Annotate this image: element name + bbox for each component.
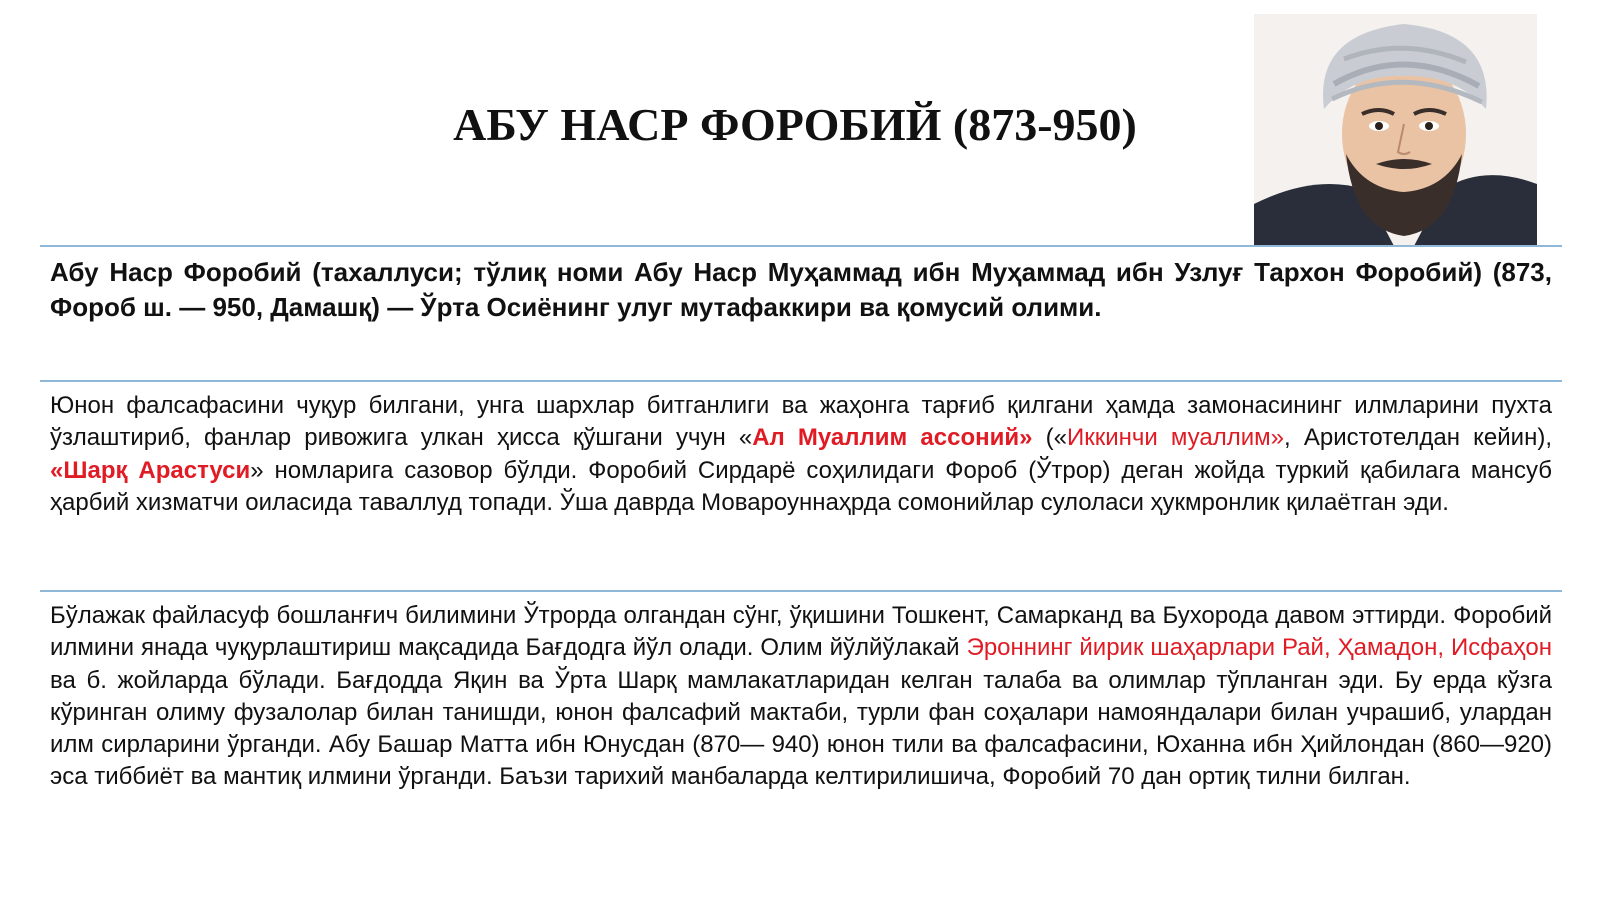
highlight-sharq-arastusi: «Шарқ Арастуси xyxy=(50,456,251,484)
highlight-iran-cities: Эроннинг йирик шаҳарлари Рай, Ҳамадон, Исфаҳон xyxy=(966,634,1552,662)
text-run: » номларига сазовор бўлди. Форобий Сирдарё соҳилидаги Фороб (Ўтрор) деган жойда туркий қабилага мансуб ҳарбий хизматчи оиласида таваллуд топади. Ўша даврда Мовароуннаҳрда сомонийлар сулоласи ҳукмронлик қилаётган эди. xyxy=(50,456,1553,516)
divider-bottom xyxy=(40,590,1562,592)
biography-paragraph-1 xyxy=(50,390,1552,519)
highlight-al-muallim: Ал Муаллим ассоний» xyxy=(752,424,1033,452)
intro-paragraph: Абу Наср Форобий (тахаллуси; тўлиқ номи Абу Наср Муҳаммад ибн Муҳаммад ибн Узлуғ Тархон Форобий) (873, Фороб ш. — 950, Дамашқ) — Ўрта Осиёнинг улуг мутафаккири ва қомусий олими. xyxy=(50,257,1552,322)
divider-middle xyxy=(40,380,1562,382)
divider-top xyxy=(40,245,1562,247)
text-run: Бўлажак файласуф бошланғич билимини Ўтрорда олгандан сўнг, ўқишини Тошкент, Самарканд ва Бухорода давом эттирди. Форобий илмини янада чуқурлаштириш мақсадида Бағдодга йўл олади. Олим йўлйўлакай xyxy=(50,602,1552,662)
portrait-image xyxy=(1254,14,1537,246)
text-run: , Аристотелдан кейин), xyxy=(1284,424,1552,452)
text-run: ва б. жойларда бўлади. Бағдодда Яқин ва Ўрта Шарқ мамлакатларидан келган талаба ва олимлар тўпланган эди. Бу ерда кўзга кўринган олиму фузалолар билан танишди, юнон фалсафий мактаби, турли фан соҳалари намояндалари билан учрашиб, улардан илм сирларини ўрганди. Абу Башар Матта ибн Юнусдан (870— 940) юнон тили ва фалсафасини, Юханна ибн Ҳийлондан (860—920) эса тиббиёт ва мантиқ илмини ўрганди. Баъзи тарихий манбаларда келтирилишича, Форобий 70 дан ортиқ тилни билган. xyxy=(50,666,1552,791)
portrait-icon xyxy=(1254,14,1537,246)
text-run: (« xyxy=(1032,424,1067,452)
page-title: АБУ НАСР ФОРОБИЙ (873-950) xyxy=(453,99,1137,150)
text-run: Юнон фалсафасини чуқур билгани, унга шархлар битганлиги ва жаҳонга тарғиб қилгани ҳамда замонасининг илмларини пухта ўзлаштириб, фанлар ривожига улкан ҳисса қўшгани учун « xyxy=(50,392,1552,452)
highlight-ikkinchi-muallim: Иккинчи муаллим» xyxy=(1066,424,1285,452)
biography-paragraph-2 xyxy=(50,600,1552,794)
